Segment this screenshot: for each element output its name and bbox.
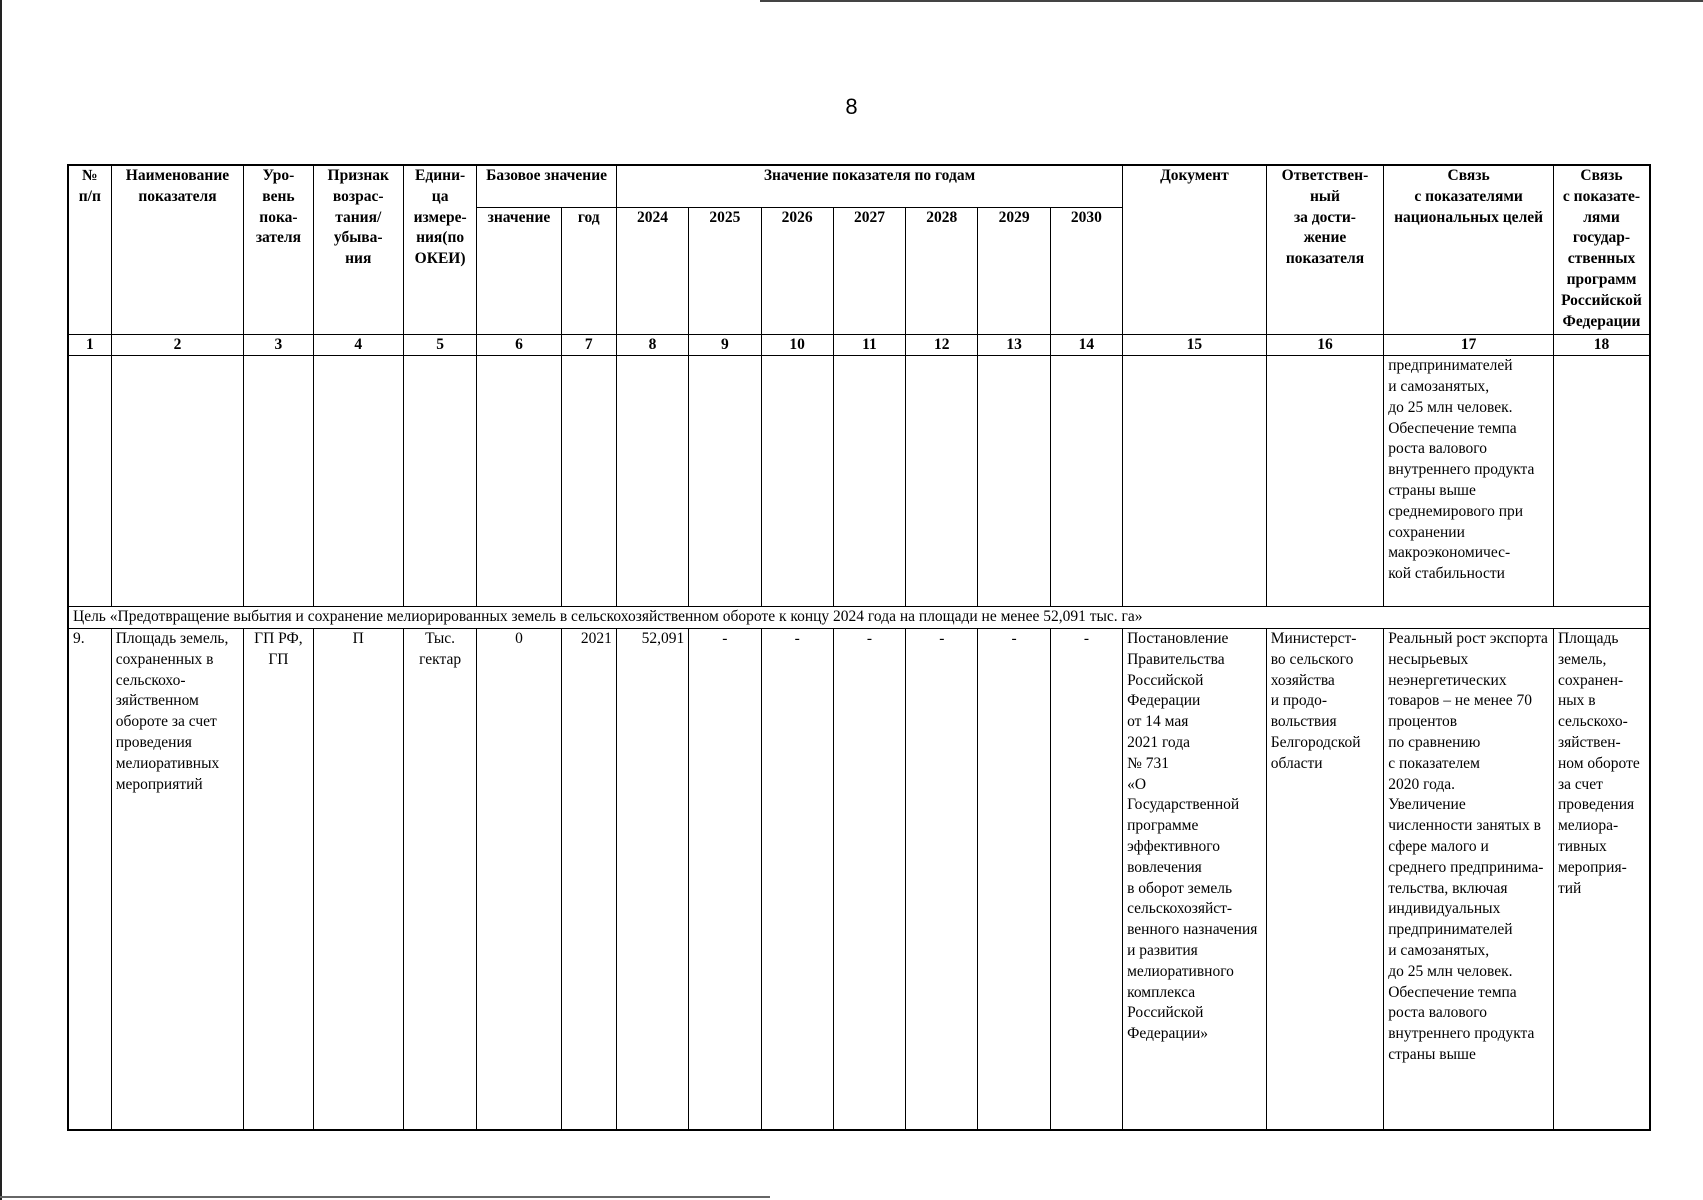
column-number: 2: [111, 334, 244, 356]
indicator-name: Площадь земель, сохраненных в сельскохо- зяйственном обороте за счет проведения мелиоративных мероприятий: [111, 629, 244, 1130]
table-cell-empty: [833, 356, 905, 607]
table-cell-empty: [1553, 356, 1650, 607]
column-number: 4: [313, 334, 403, 356]
table-cell-empty: [616, 356, 688, 607]
indicators-table: [67, 164, 1651, 1131]
continuation-national-goals: предпринимателей и самозанятых, до 25 млн человек. Обеспечение темпа роста валового внутреннего продукта страны выше среднемирового при сохранении макроэкономичес- кой стабильности: [1384, 356, 1554, 607]
header-year-2029: 2029: [978, 207, 1050, 334]
column-number: 14: [1050, 334, 1122, 356]
header-trend-sign: Признак возрас- тания/ убыва- ния: [313, 165, 403, 334]
header-year-2024: 2024: [616, 207, 688, 334]
table-cell-empty: [403, 356, 476, 607]
value-2027: -: [833, 629, 905, 1130]
header-year-2028: 2028: [906, 207, 978, 334]
table-cell-empty: [1266, 356, 1384, 607]
base-year: 2021: [561, 629, 616, 1130]
header-year-2027: 2027: [833, 207, 905, 334]
column-number: 15: [1123, 334, 1267, 356]
column-number-row: [68, 334, 1650, 356]
table-cell-empty: [68, 356, 111, 607]
table-cell-empty: [761, 356, 833, 607]
header-state-programs: Связь с показате- лями государ- ственных программ Российской Федерации: [1553, 165, 1650, 334]
column-number: 7: [561, 334, 616, 356]
table-cell-empty: [689, 356, 761, 607]
table-cell-empty: [1123, 356, 1267, 607]
header-document: Документ: [1123, 165, 1267, 334]
header-base-year: год: [561, 207, 616, 334]
document-reference: Постановление Правительства Российской Федерации от 14 мая 2021 года № 731 «О Государственной программе эффективного вовлечения в оборот земель сельскохозяйст- венного назначения и развития мелиоративного комплекса Российской Федерации»: [1123, 629, 1267, 1130]
header-national-goals: Связь с показателями национальных целей: [1384, 165, 1554, 334]
header-indicator-name: Наименование показателя: [111, 165, 244, 334]
column-number: 13: [978, 334, 1050, 356]
column-number: 1: [68, 334, 111, 356]
goal-row: [68, 607, 1650, 629]
header-year-2025: 2025: [689, 207, 761, 334]
table-cell-empty: [978, 356, 1050, 607]
column-number: 6: [477, 334, 561, 356]
value-2026: -: [761, 629, 833, 1130]
value-2029: -: [978, 629, 1050, 1130]
value-2024: 52,091: [616, 629, 688, 1130]
column-number: 3: [244, 334, 313, 356]
table-cell-empty: [561, 356, 616, 607]
header-unit: Едини- ца измере- ния(по ОКЕИ): [403, 165, 476, 334]
indicator-trend-sign: П: [313, 629, 403, 1130]
table-cell-empty: [313, 356, 403, 607]
column-number: 18: [1553, 334, 1650, 356]
indicator-level: ГП РФ, ГП: [244, 629, 313, 1130]
value-2025: -: [689, 629, 761, 1130]
responsible-body: Министерст- во сельского хозяйства и продо- вольствия Белгородской области: [1266, 629, 1384, 1130]
indicator-unit: Тыс. гектар: [403, 629, 476, 1130]
header-base-value: значение: [477, 207, 561, 334]
column-number: 17: [1384, 334, 1554, 356]
column-number: 12: [906, 334, 978, 356]
header-row-1: [68, 165, 1650, 207]
header-year-2026: 2026: [761, 207, 833, 334]
header-number: № п/п: [68, 165, 111, 334]
header-responsible: Ответствен- ный за дости- жение показателя: [1266, 165, 1384, 334]
header-base-value-group: Базовое значение: [477, 165, 617, 207]
table-cell-empty: [477, 356, 561, 607]
goal-text: Цель «Предотвращение выбытия и сохранение мелиорированных земель в сельскохозяйственном обороте к концу 2024 года на площади не менее 52,091 тыс. га»: [68, 607, 1650, 629]
page-number: 8: [845, 94, 858, 119]
header-level: Уро- вень пока- зателя: [244, 165, 313, 334]
continuation-row: [68, 356, 1650, 607]
scan-edge-top: [760, 0, 1703, 2]
column-number: 5: [403, 334, 476, 356]
column-number: 8: [616, 334, 688, 356]
column-number: 16: [1266, 334, 1384, 356]
value-2028: -: [906, 629, 978, 1130]
row-number: 9.: [68, 629, 111, 1130]
header-years-group: Значение показателя по годам: [616, 165, 1122, 207]
scan-edge-bottom: [0, 1196, 770, 1198]
column-number: 11: [833, 334, 905, 356]
header-year-2030: 2030: [1050, 207, 1122, 334]
state-programs-link: Площадь земель, сохранен- ных в сельскохо- зяйствен- ном обороте за счет проведения мелиора- тивных мероприя- тий: [1553, 629, 1650, 1130]
scan-edge-left: [0, 0, 2, 1200]
table-cell-empty: [1050, 356, 1122, 607]
column-number: 10: [761, 334, 833, 356]
table-cell-empty: [111, 356, 244, 607]
value-2030: -: [1050, 629, 1122, 1130]
column-number: 9: [689, 334, 761, 356]
national-goals-link: Реальный рост экспорта несырьевых неэнергетических товаров – не менее 70 процентов по сравнению с показателем 2020 года. Увеличение численности занятых в сфере малого и среднего предпринима- тельства, включая индивидуальных предпринимателей и самозанятых, до 25 млн человек. Обеспечение темпа роста валового внутреннего продукта страны выше: [1384, 629, 1554, 1130]
indicator-row-9: [68, 629, 1650, 1130]
table-cell-empty: [244, 356, 313, 607]
table-cell-empty: [906, 356, 978, 607]
base-value: 0: [477, 629, 561, 1130]
